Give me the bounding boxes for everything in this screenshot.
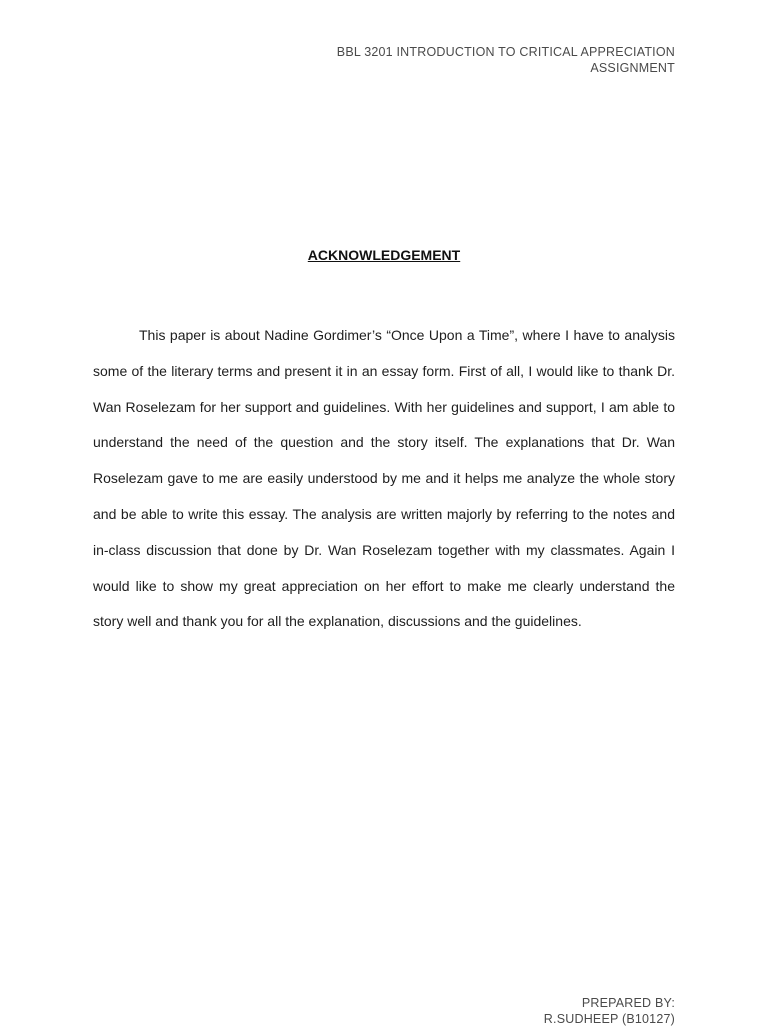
course-title: BBL 3201 INTRODUCTION TO CRITICAL APPRECIATION: [336, 45, 675, 59]
page-header: [337, 44, 675, 76]
page-footer: [544, 995, 675, 1027]
page-title: ACKNOWLEDGEMENT: [307, 247, 461, 263]
acknowledgement-paragraph: This paper is about Nadine Gordimer’s “Once Upon a Time”, where I have to analysis some of the literary terms and present it in an essay form. First of all, I would like to thank Dr. Wan Roselezam for her support and guidelines. With her guidelines and support, I am able to understand the need of the question and the story itself. The explanations that Dr. Wan Roselezam gave to me are easily understood by me and it helps me analyze the whole story and be able to write this essay. The analysis are written majorly by referring to the notes and in-class discussion that done by Dr. Wan Roselezam together with my classmates. Again I would like to show my great appreciation on her effort to make me clearly understand the story well and thank you for all the explanation, discussions and the guidelines.: [93, 327, 675, 630]
assignment-label: ASSIGNMENT: [590, 61, 675, 75]
author-name: R.SUDHEEP (B10127): [543, 1012, 675, 1026]
prepared-by-label: PREPARED BY:: [581, 996, 675, 1010]
